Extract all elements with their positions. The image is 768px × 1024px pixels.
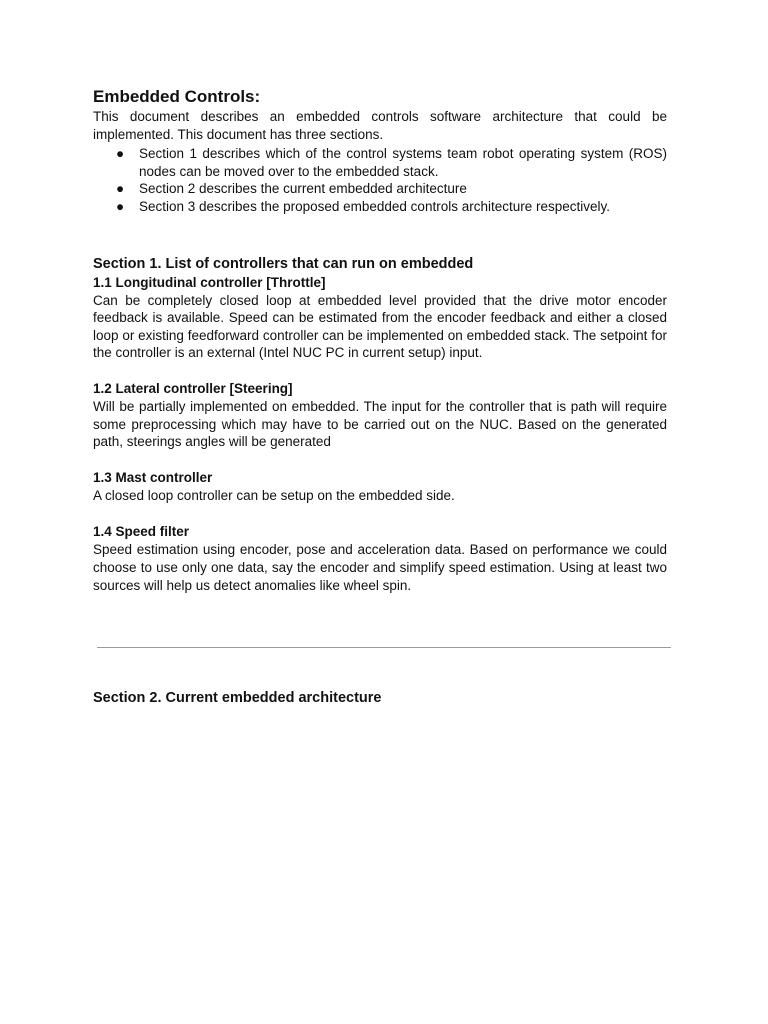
bullet-icon: ● <box>116 146 125 162</box>
bullet-icon: ● <box>116 198 125 214</box>
section1-heading: Section 1. List of controllers that can run on embedded <box>93 255 474 272</box>
list-item <box>93 145 667 180</box>
horizontal-divider <box>97 647 671 648</box>
bullet-icon: ● <box>116 181 125 197</box>
subsection-body-speed-filter: Speed estimation using encoder, pose and acceleration data. Based on performance we could choose to use only one data, say the encoder and simplify speed estimation. Using at least two sources will help us detect anomalies like wheel spin. <box>93 542 667 593</box>
list-item-text: Section 1 describes which of the control systems team robot operating system (ROS) nodes can be moved over to the embedded stack. <box>139 146 667 179</box>
document-title: Embedded Controls: <box>93 87 261 106</box>
subsection-heading-speed-filter: 1.4 Speed filter <box>93 524 190 540</box>
subsection-heading-mast: 1.3 Mast controller <box>93 469 213 485</box>
subsection-heading-longitudinal: 1.1 Longitudinal controller [Throttle] <box>93 274 326 290</box>
subsection-body-mast: A closed loop controller can be setup on the embedded side. <box>93 487 455 503</box>
list-item <box>93 180 667 198</box>
list-item-text: Section 2 describes the current embedded architecture <box>139 181 467 197</box>
subsection-body-lateral: Will be partially implemented on embedded. The input for the controller that is path will require some preprocessing which may have to be carried out on the NUC. Based on the generated path, steerings angles will be generated <box>93 398 667 450</box>
subsection-heading-lateral: 1.2 Lateral controller [Steering] <box>93 380 293 396</box>
document-body <box>93 86 667 594</box>
section2 <box>93 689 667 708</box>
section-overview-list <box>93 145 667 215</box>
list-item-text: Section 3 describes the proposed embedded controls architecture respectively. <box>139 198 611 214</box>
intro-paragraph: This document describes an embedded controls software architecture that could be implemented. This document has three sections. <box>93 109 667 142</box>
list-item <box>93 198 667 216</box>
section2-heading: Section 2. Current embedded architecture <box>93 690 382 706</box>
subsection-body-longitudinal: Can be completely closed loop at embedded level provided that the drive motor encoder feedback is available. Speed can be estimated from the encoder feedback and either a closed loop or existing feedforward controller can be implemented on embedded stack. The setpoint for the controller is an external (Intel NUC PC in current setup) input. <box>93 292 667 361</box>
